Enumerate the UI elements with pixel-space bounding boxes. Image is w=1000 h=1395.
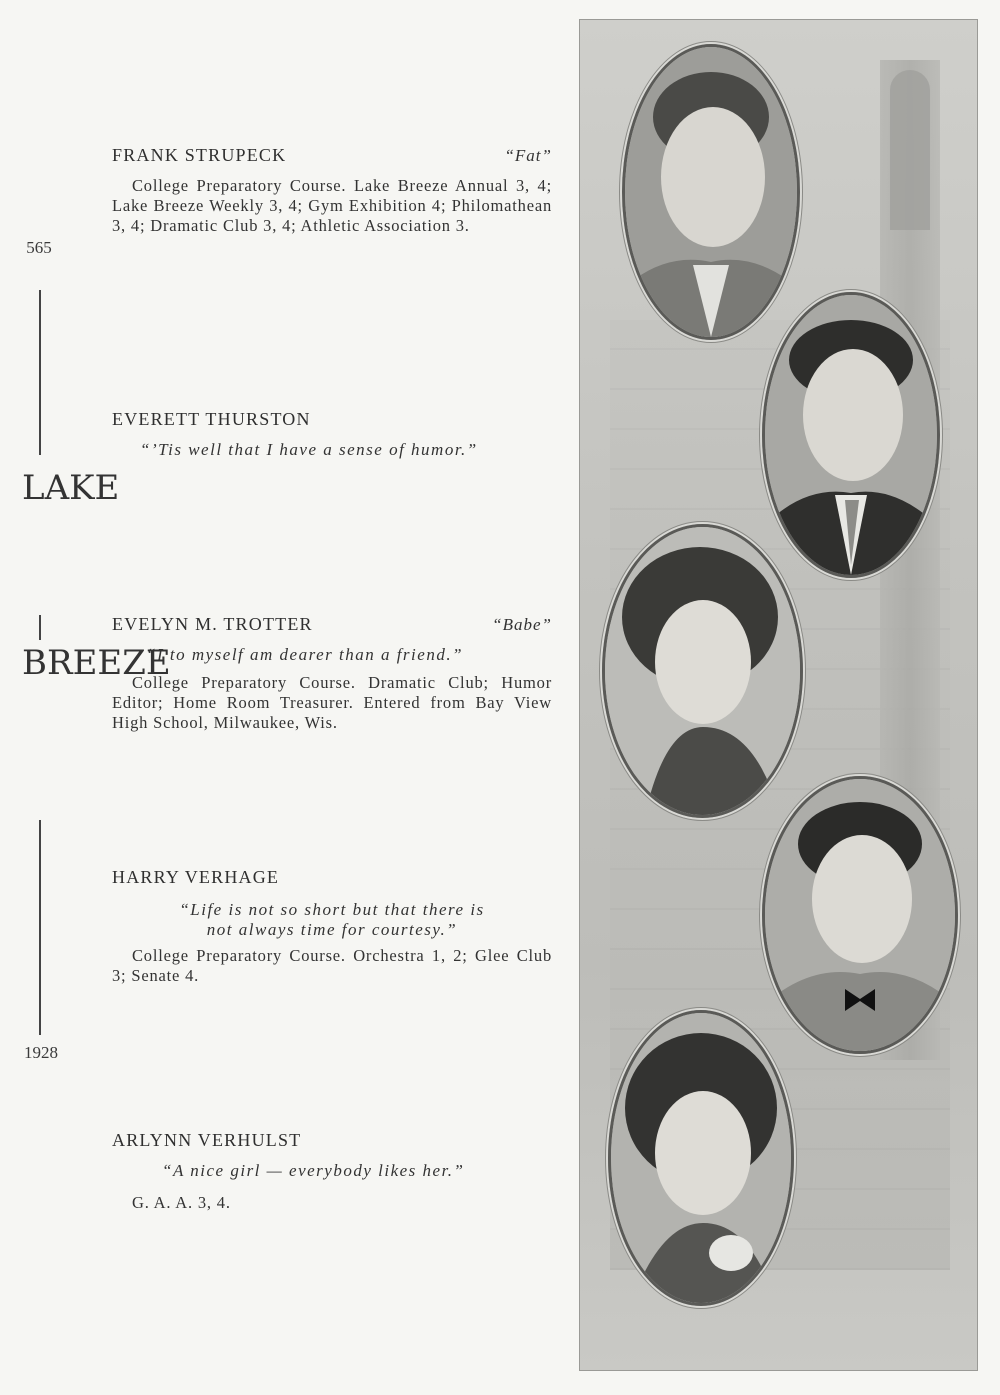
margin-year: 1928 [24, 1043, 58, 1062]
student-name: EVELYN M. TROTTER [112, 614, 313, 634]
student-quote: “’Tis well that I have a sense of humor.” [140, 440, 478, 459]
entry-harry-verhage [112, 867, 552, 986]
margin-rule [39, 820, 41, 1035]
student-quote-line: not always time for courtesy.” [206, 920, 458, 939]
student-activities: College Preparatory Course. Lake Breeze Annual 3, 4; Lake Breeze Weekly 3, 4; Gym Exhibition 4; Philomathean 3, 4; Dramatic Club 3, 4; Athletic Association 3. [112, 176, 552, 235]
portrait-everett-thurston [762, 292, 940, 578]
tower-spire [890, 70, 930, 230]
entry-evelyn-trotter [112, 614, 552, 733]
margin-rule [39, 290, 41, 455]
student-activities: G. A. A. 3, 4. [132, 1193, 231, 1212]
student-quote: “A nice girl — everybody likes her.” [162, 1161, 465, 1180]
student-activities: College Preparatory Course. Orchestra 1, 2; Glee Club 3; Senate 4. [112, 946, 552, 985]
margin-decoration [8, 230, 171, 1130]
portrait-arlynn-verhulst [608, 1010, 794, 1306]
photo-panel [579, 19, 978, 1371]
entry-frank-strupeck [112, 145, 552, 236]
margin-word-breeze: BREEZE [22, 643, 171, 683]
student-quote [112, 900, 552, 940]
portrait-evelyn-trotter [602, 524, 803, 818]
margin-page-number: 565 [26, 238, 52, 257]
portrait-frank-strupeck [622, 44, 800, 340]
portrait-harry-verhage [762, 776, 958, 1054]
student-nickname: “Fat” [504, 146, 552, 165]
student-name: HARRY VERHAGE [112, 867, 280, 887]
student-name: ARLYNN VERHULST [112, 1130, 302, 1150]
entry-arlynn-verhulst [112, 1130, 552, 1213]
margin-word-lake: LAKE [22, 468, 120, 508]
student-name: EVERETT THURSTON [112, 409, 311, 429]
margin-rule [39, 615, 41, 640]
student-quote: “I to myself am dearer than a friend.” [146, 645, 464, 664]
student-name: FRANK STRUPECK [112, 145, 287, 165]
entry-everett-thurston [112, 409, 552, 460]
student-nickname: “Babe” [492, 615, 552, 634]
student-quote-line: “Life is not so short but that there is [179, 900, 485, 919]
student-activities: College Preparatory Course. Dramatic Club; Humor Editor; Home Room Treasurer. Entered from Bay View High School, Milwaukee, Wis. [112, 673, 552, 732]
